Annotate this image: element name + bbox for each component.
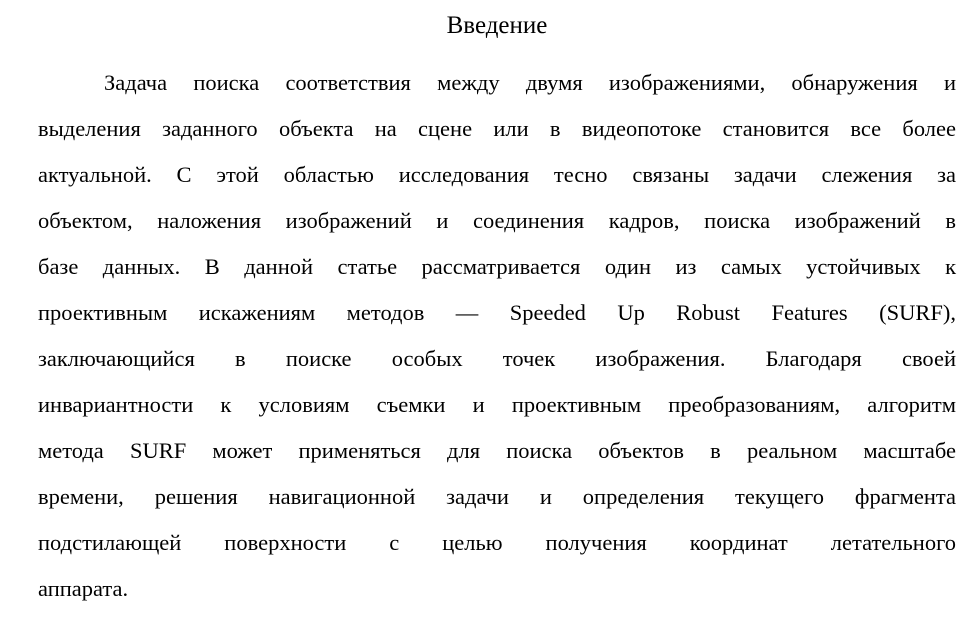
document-page [38,0,956,612]
paragraph-line: выделения заданного объекта на сцене или в видеопотоке становится все более [38,116,956,141]
paragraph-line: подстилающей поверхности с целью получения координат летательного [38,530,956,555]
section-title: Введение [446,12,548,39]
paragraph-line: актуальной. С этой областью исследования тесно связаны задачи слежения за [38,162,956,187]
paragraph-line: аппарата. [38,576,129,601]
paragraph-line: инвариантности к условиям съемки и проективным преобразованиям, алгоритм [38,392,956,417]
paragraph-line: метода SURF может применяться для поиска объектов в реальном масштабе [38,438,956,463]
paragraph-line: проективным искажениям методов — Speeded Up Robust Features (SURF), [38,300,956,325]
intro-paragraph [38,60,956,612]
paragraph-line: объектом, наложения изображений и соединения кадров, поиска изображений в [38,208,956,233]
paragraph-line: времени, решения навигационной задачи и определения текущего фрагмента [38,484,956,509]
paragraph-line: заключающийся в поиске особых точек изображения. Благодаря своей [38,346,956,371]
paragraph-line: Задача поиска соответствия между двумя изображениями, обнаружения и [104,70,956,95]
paragraph-line: базе данных. В данной статье рассматривается один из самых устойчивых к [38,254,956,279]
